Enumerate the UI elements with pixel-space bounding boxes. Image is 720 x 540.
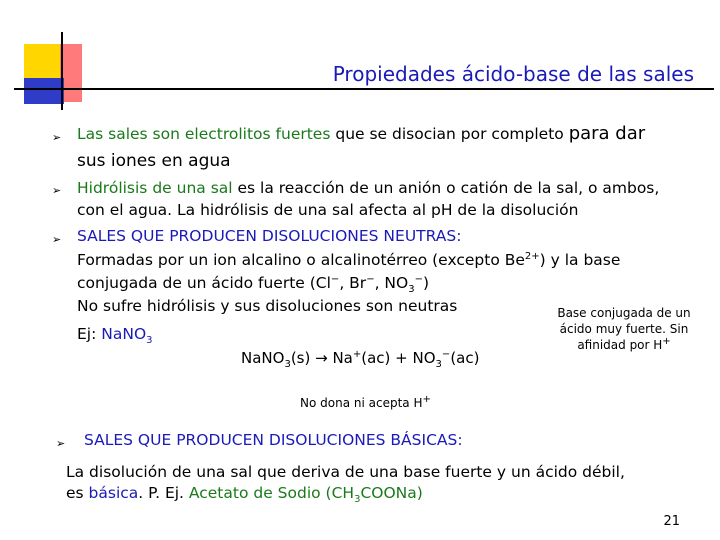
decor-vertical-line: [61, 32, 63, 110]
neutral-salts-example: Ej: NaNO$_3$: [77, 325, 153, 347]
no-donation-note: No dona ni acepta H+: [300, 394, 431, 410]
page-number: 21: [663, 514, 680, 529]
neutral-salts-heading: SALES QUE PRODUCEN DISOLUCIONES NEUTRAS:: [77, 227, 462, 245]
dissociation-equation: NaNO$_3$(s) → $Na^+(ac) + NO_3^-(ac)$: [241, 349, 480, 370]
basic-salts-heading: SALES QUE PRODUCEN DISOLUCIONES BÁSICAS:: [84, 431, 463, 449]
bullet-1: Las sales son electrolitos fuertes que se disocian por completo para dar: [77, 123, 646, 144]
neutral-salts-line-4: No sufre hidrólisis y sus disoluciones son neutras: [77, 297, 458, 315]
basic-salts-line-1: La disolución de una sal que deriva de una base fuerte y un ácido débil,: [66, 463, 625, 481]
bullet-1-line-2: sus iones en agua: [77, 151, 231, 171]
decor-yellow-square: [24, 44, 62, 80]
decor-horizontal-rule: [14, 88, 714, 90]
arrow-bullet-icon: ➢: [52, 233, 62, 246]
bullet-2: Hidrólisis de una sal es la reacción de un anión o catión de la sal, o ambos,: [77, 179, 660, 197]
basic-salts-line-2: es básica. P. Ej. Acetato de Sodio $(CH_3COONa)$: [66, 484, 423, 506]
arrow-bullet-icon: ➢: [52, 184, 62, 197]
slide-title: Propiedades ácido-base de las sales: [332, 62, 694, 86]
side-note: Base conjugada de un ácido muy fuerte. Sin afinidad por H+: [557, 306, 691, 352]
bullet-2-emphasis: Hidrólisis de una sal: [77, 179, 233, 197]
arrow-bullet-icon: ➢: [52, 131, 62, 144]
neutral-salts-line-2: Formadas por un ion alcalino o alcalinotérreo (excepto $Be^{2+}$) y la base: [77, 250, 621, 269]
neutral-salts-line-3: conjugada de un ácido fuerte (Cl−, Br−, $NO_3^-$): [77, 273, 430, 296]
bullet-2-line-2: con el agua. La hidrólisis de una sal afecta al pH de la disolución: [77, 201, 579, 219]
bullet-1-emphasis: Las sales son electrolitos fuertes: [77, 125, 331, 143]
arrow-bullet-icon: ➢: [56, 437, 66, 450]
decor-blue-square: [24, 78, 64, 104]
